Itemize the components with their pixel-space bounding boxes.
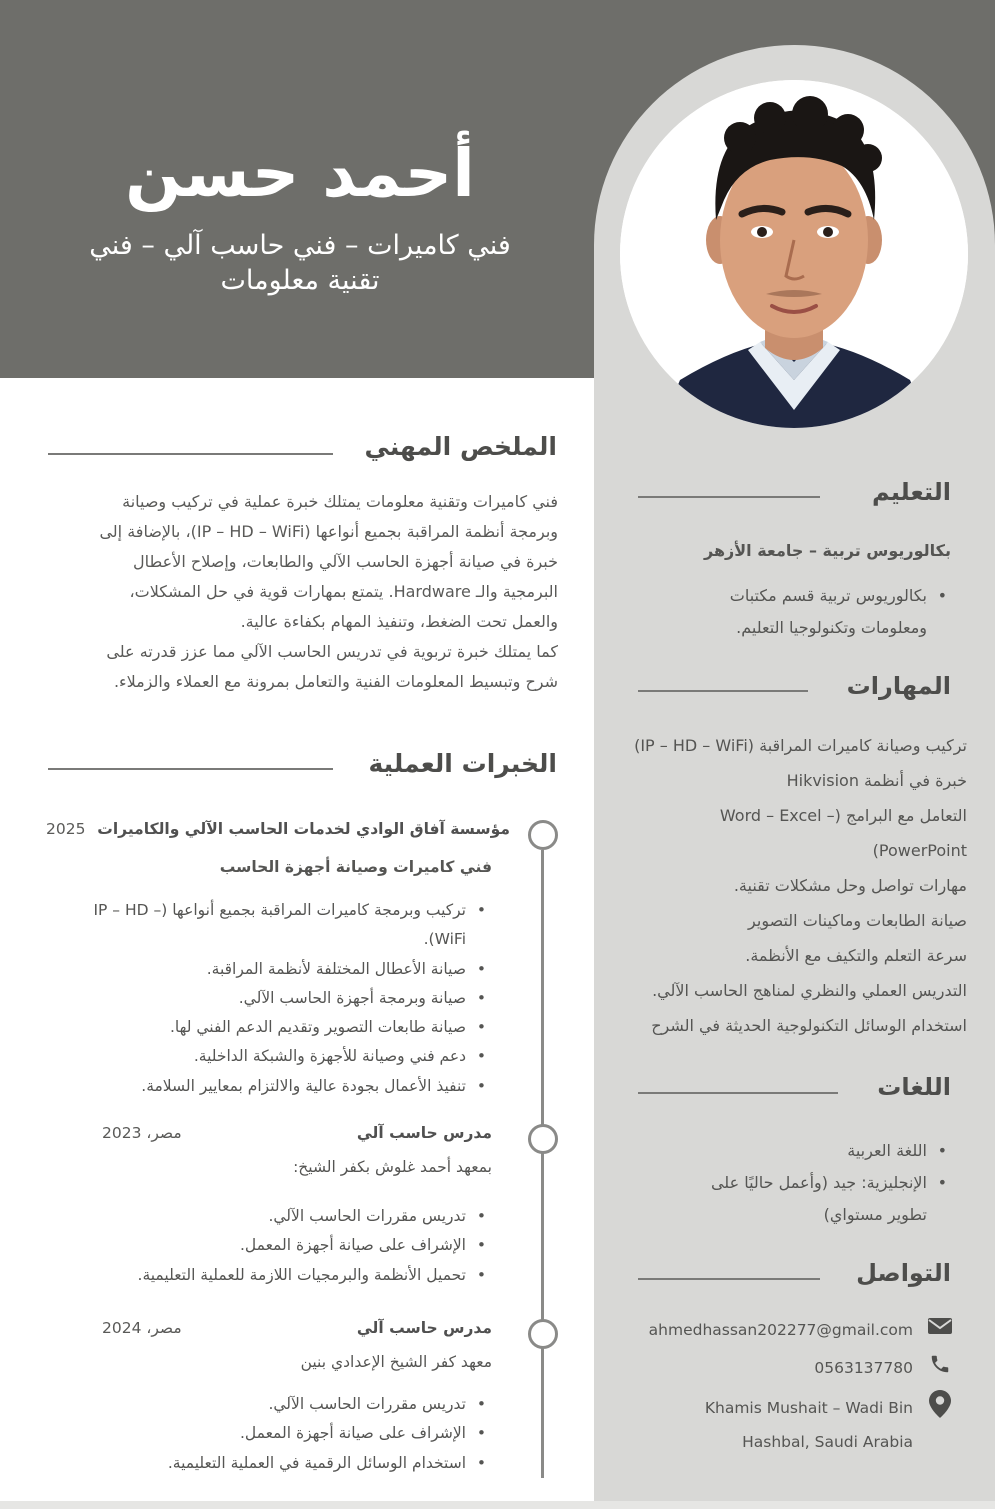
skill-item: صيانة الطابعات وماكينات التصوير — [748, 911, 967, 930]
job-title: مؤسسة آفاق الوادي لخدمات الحاسب الآلي والكاميرات — [97, 820, 510, 838]
summary-title: الملخص المهني — [364, 432, 557, 461]
contact-rule — [638, 1278, 820, 1280]
contact-address — [705, 1391, 913, 1459]
bottom-strip — [0, 1501, 995, 1509]
education-rule — [638, 496, 820, 498]
job-bullet: • تحميل الأنظمة والبرمجيات اللازمة للعملية التعليمية. — [47, 1261, 492, 1290]
job-bullet: • الإشراف على صيانة أجهزة المعمل. — [47, 1419, 492, 1448]
contact-email[interactable]: ahmedhassan202277@gmail.com — [648, 1321, 913, 1339]
summary-line: شرح وتبسيط المعلومات الفنية والتعامل بمرونة مع العملاء والزملاء. — [113, 672, 558, 691]
job-subtitle — [55, 228, 545, 298]
job-bullet: • دعم فني وصيانة للأجهزة والشبكة الداخلية. — [47, 1042, 492, 1071]
skill-item: تركيب وصيانة كاميرات المراقبة (IP – HD – WiFi) — [634, 736, 967, 755]
timeline-dot — [528, 820, 558, 850]
contact-phone[interactable]: 0563137780 — [814, 1359, 913, 1377]
education-bullets — [631, 580, 951, 644]
mail-icon — [927, 1313, 953, 1339]
job-date: مصر، 2024 — [102, 1319, 182, 1337]
skill-item: مهارات تواصل وحل مشكلات تقنية. — [733, 876, 967, 895]
education-bullet: • بكالوريوس تربية قسم مكتبات ومعلومات وتكنولوجيا التعليم. — [631, 580, 951, 644]
skill-item: التدريس العملي والنظري لمناهج الحاسب الآلي. — [652, 981, 967, 1000]
languages-list — [681, 1135, 951, 1231]
person-name: أحمد حسن — [125, 135, 475, 212]
skills-title: المهارات — [846, 672, 951, 700]
skill-item: التعامل مع البرامج (– Word – Excel — [719, 806, 967, 825]
contact-email-row — [649, 1313, 953, 1347]
skill-item: PowerPoint) — [872, 841, 967, 860]
address-line-1: Khamis Mushait – Wadi Bin — [704, 1399, 913, 1417]
subtitle-line-1: فني كاميرات – فني حاسب آلي – فني — [89, 230, 511, 261]
summary-line: وبرمجة أنظمة المراقبة بجميع أنواعها (IP – HD – WiFi)، بالإضافة إلى — [99, 522, 558, 541]
summary-line: والعمل تحت الضغط، وتنفيذ المهام بكفاءة عالية. — [240, 612, 558, 631]
subtitle-line-2: تقنية معلومات — [220, 265, 380, 297]
job-bullet: • صيانة وبرمجة أجهزة الحاسب الآلي. — [47, 984, 492, 1013]
contact-phone-row — [814, 1351, 953, 1385]
job-bullets — [47, 896, 492, 1101]
experience-rule — [48, 768, 333, 770]
job-bullet: • صيانة طابعات التصوير وتقديم الدعم الفني لها. — [47, 1013, 492, 1042]
address-line-2: Hashbal, Saudi Arabia — [742, 1433, 913, 1451]
profile-photo — [620, 80, 968, 428]
job-bullet: • تدريس مقررات الحاسب الآلي. — [47, 1390, 492, 1419]
languages-title: اللغات — [877, 1073, 951, 1101]
job-date: 2025 — [46, 820, 86, 838]
phone-icon — [927, 1351, 953, 1377]
language-item: • اللغة العربية — [681, 1135, 951, 1167]
location-pin-icon — [927, 1391, 953, 1417]
experience-title: الخبرات العملية — [368, 749, 557, 778]
job-bullet: • تركيب وبرمجة كاميرات المراقبة بجميع أنواعها (– IP – HD WiFi). — [47, 896, 492, 955]
summary-text — [48, 487, 558, 697]
job-bullet: • تنفيذ الأعمال بجودة عالية والالتزام بمعايير السلامة. — [47, 1072, 492, 1101]
job-bullets — [47, 1202, 492, 1290]
job-bullets — [47, 1390, 492, 1478]
summary-line: خبرة في صيانة أجهزة الحاسب الآلي والطابعات، وإصلاح الأعطال — [133, 552, 558, 571]
contact-address-row — [705, 1391, 953, 1459]
skills-rule — [638, 690, 808, 692]
education-title: التعليم — [872, 478, 951, 506]
job-subtitle: بمعهد أحمد غلوش بكفر الشيخ: — [293, 1158, 492, 1176]
summary-rule — [48, 453, 333, 455]
education-degree: بكالوريوس تربية – جامعة الأزهر — [703, 541, 951, 560]
languages-rule — [638, 1092, 838, 1094]
job-subtitle: فني كاميرات وصيانة أجهزة الحاسب — [219, 858, 492, 876]
job-title: مدرس حاسب آلي — [356, 1319, 492, 1337]
skill-item: استخدام الوسائل التكنولوجية الحديثة في الشرح — [651, 1016, 967, 1035]
timeline-dot — [528, 1319, 558, 1349]
summary-line: البرمجية والـ Hardware. يتمتع بمهارات قوية في حل المشكلات، — [129, 582, 558, 601]
language-item: • الإنجليزية: جيد (وأعمل حاليًا على تطوير مستواي) — [681, 1167, 951, 1231]
summary-line: كما يمتلك خبرة تربوية في تدريس الحاسب الآلي مما عزز قدرته على — [106, 642, 558, 661]
contact-title: التواصل — [856, 1259, 951, 1287]
job-bullet: • تدريس مقررات الحاسب الآلي. — [47, 1202, 492, 1231]
job-subtitle: معهد كفر الشيخ الإعدادي بنين — [300, 1353, 492, 1371]
job-title: مدرس حاسب آلي — [356, 1124, 492, 1142]
skill-item: خبرة في أنظمة Hikvision — [786, 771, 967, 790]
job-bullet: • الإشراف على صيانة أجهزة المعمل. — [47, 1231, 492, 1260]
timeline-line — [541, 850, 544, 1478]
job-date: مصر، 2023 — [102, 1124, 182, 1142]
skill-item: سرعة التعلم والتكيف مع الأنظمة. — [745, 946, 967, 965]
skills-list — [634, 728, 967, 1043]
job-bullet: • استخدام الوسائل الرقمية في العملية التعليمية. — [47, 1449, 492, 1478]
job-bullet: • صيانة الأعطال المختلفة لأنظمة المراقبة. — [47, 955, 492, 984]
summary-line: فني كاميرات وتقنية معلومات يمتلك خبرة عملية في تركيب وصيانة — [122, 492, 558, 511]
timeline-dot — [528, 1124, 558, 1154]
